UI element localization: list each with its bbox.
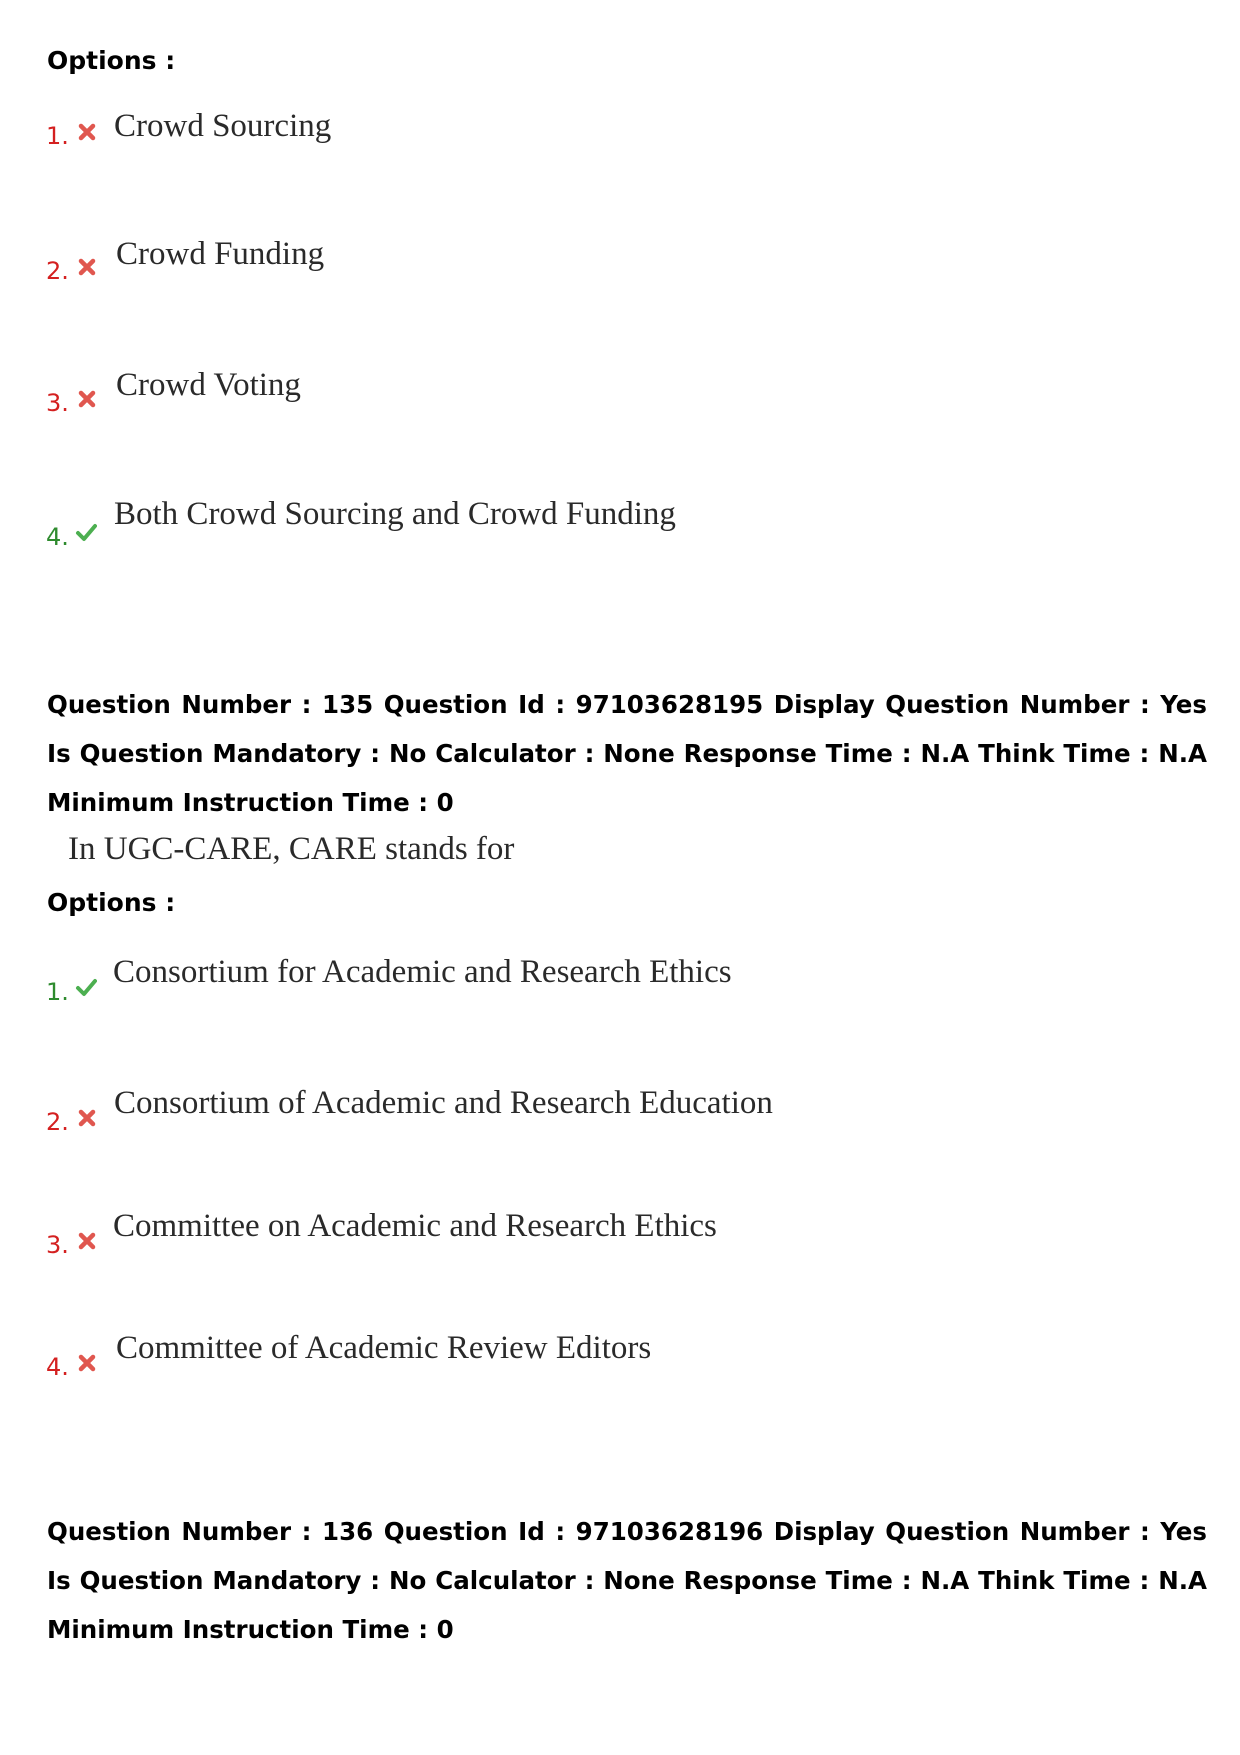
option-text: Both Crowd Sourcing and Crowd Funding <box>114 496 676 532</box>
option-number: 2. <box>46 257 69 285</box>
option-number: 1. <box>46 122 69 150</box>
option-number: 2. <box>46 1108 69 1136</box>
option-text: Committee on Academic and Research Ethics <box>113 1208 717 1244</box>
option-text: Crowd Funding <box>116 236 325 272</box>
cross-icon <box>76 388 98 410</box>
options-label: Options : <box>47 46 176 75</box>
cross-icon <box>76 1230 98 1252</box>
cross-icon <box>76 1107 98 1129</box>
cross-icon <box>76 121 98 143</box>
cross-icon <box>76 1352 98 1374</box>
cross-icon <box>76 256 98 278</box>
option-text: Consortium for Academic and Research Ethics <box>113 954 732 990</box>
option-text: Crowd Sourcing <box>114 108 332 144</box>
option-text: Consortium of Academic and Research Education <box>114 1085 773 1121</box>
check-icon <box>75 521 97 543</box>
option-text: Committee of Academic Review Editors <box>116 1330 652 1366</box>
question-meta: Question Number : 135 Question Id : 97103628195 Display Question Number : Yes Is Question Mandatory : No Calculator : None Response Time : N.A Think Time : N.A Minimum Instruction Time : 0 <box>47 690 1207 817</box>
options-label: Options : <box>47 888 176 917</box>
question-text: In UGC-CARE, CARE stands for <box>68 831 515 867</box>
option-text: Crowd Voting <box>116 367 301 403</box>
option-number: 3. <box>46 389 69 417</box>
question-meta: Question Number : 136 Question Id : 97103628196 Display Question Number : Yes Is Question Mandatory : No Calculator : None Response Time : N.A Think Time : N.A Minimum Instruction Time : 0 <box>47 1517 1207 1644</box>
option-number: 4. <box>46 523 69 551</box>
option-number: 3. <box>46 1231 69 1259</box>
check-icon <box>75 976 97 998</box>
option-number: 1. <box>46 978 69 1006</box>
option-number: 4. <box>46 1353 69 1381</box>
